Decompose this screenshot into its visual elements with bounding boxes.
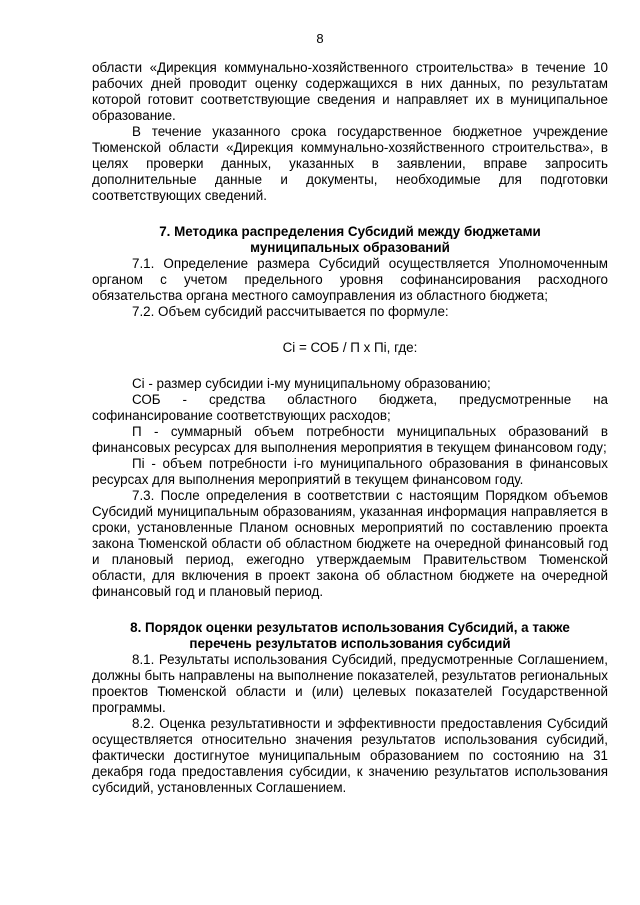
clause-7-1: 7.1. Определение размера Субсидий осуществляется Уполномоченным органом с учетом предельного уровня софинансирования расходного обязательства органа местного самоуправления из областного бюджета; (92, 256, 608, 303)
paragraph-continuation: области «Дирекция коммунально-хозяйственного строительства» в течение 10 рабочих дней проводит оценку содержащихся в них данных, по результатам которой готовит соответствующие сведения и направляет их в муниципальное образование. (92, 60, 608, 123)
clause-7-3: 7.3. После определения в соответствии с настоящим Порядком объемов Субсидий муниципальным образованиям, указанная информация направляется в сроки, установленные Планом основных мероприятий по составлению проекта закона Тюменской области об областном бюджете на очередной финансовый год и плановый период, ежегодно утверждаемым Правительством Тюменской области, для включения в проект закона об областном бюджете на очередной финансовый год и плановый период. (92, 488, 608, 599)
definition-p: П - суммарный объем потребности муниципальных образований в финансовых ресурсах для выполнения мероприятия в текущем финансовом году; (92, 424, 608, 455)
clause-7-2: 7.2. Объем субсидий рассчитывается по формуле: (132, 304, 449, 319)
page-number: 8 (316, 31, 324, 46)
paragraph-request-data: В течение указанного срока государственное бюджетное учреждение Тюменской области «Дирекция коммунально-хозяйственного строительства», в целях проверки данных, указанных в заявлении, вправе запросить дополнительные данные и документы, необходимые для подготовки соответствующих сведений. (92, 124, 608, 203)
section-8-heading: 8. Порядок оценки результатов использования Субсидий, а также перечень результатов использования субсидий (130, 620, 570, 651)
clause-8-1: 8.1. Результаты использования Субсидий, предусмотренные Соглашением, должны быть направлены на выполнение показателей, результатов региональных проектов Тюменской области и (или) целевых показателей Государственной программы. (92, 652, 608, 715)
definition-ci: Ci - размер субсидии i-му муниципальному образованию; (132, 376, 491, 391)
document-body (92, 60, 608, 796)
definition-pi: Пi - объем потребности i-го муниципального образования в финансовых ресурсах для выполнения мероприятий в текущем финансовом году. (92, 456, 608, 487)
definition-sob: СОБ - средства областного бюджета, предусмотренные на софинансирование соответствующих расходов; (92, 392, 608, 423)
subsidy-formula: Ci = СОБ / П x Пi, где: (282, 340, 418, 355)
clause-8-2: 8.2. Оценка результативности и эффективности предоставления Субсидий осуществляется относительно значения результатов использования субсидий, фактически достигнутое муниципальным образованием по состоянию на 31 декабря года предоставления субсидии, к значению результатов использования субсидий, установленных Соглашением. (92, 716, 608, 795)
section-7-heading: 7. Методика распределения Субсидий между бюджетами муниципальных образований (159, 224, 541, 255)
